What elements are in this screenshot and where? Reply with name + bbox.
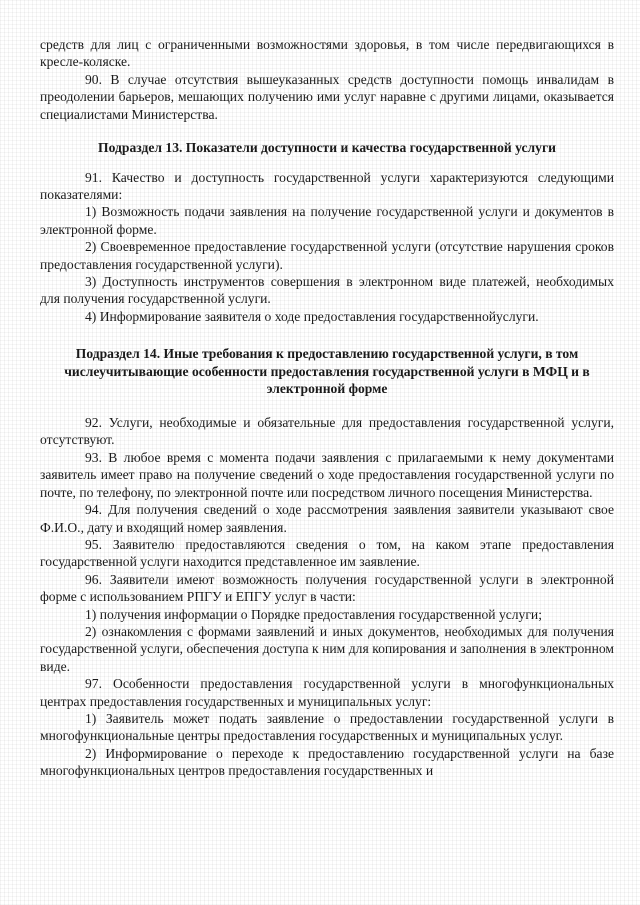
section-14-heading: Подраздел 14. Иные требования к предоставлению государственной услуги, в том числеучитывающие особенности предоставления государственной услуги в МФЦ и в электронной форме xyxy=(64,346,590,397)
list-item-97-1: 1) Заявитель может подать заявление о предоставлении государственной услуги в многофункциональные центры предоставления государственных и муниципальных услуг. xyxy=(40,710,614,744)
paragraph-continuation: средств для лиц с ограниченными возможностями здоровья, в том числе передвигающихся в кресле-коляске. xyxy=(40,37,614,70)
list-item-96-1: 1) получения информации о Порядке предоставления государственной услуги; xyxy=(85,606,542,622)
section-13-heading: Подраздел 13. Показатели доступности и качества государственной услуги xyxy=(98,140,556,156)
paragraph-92: 92. Услуги, необходимые и обязательные для предоставления государственной услуги, отсутствуют. xyxy=(40,415,614,448)
paragraph-95: 95. Заявителю предоставляются сведения о том, на каком этапе предоставления государственной услуги находится представленное им заявление. xyxy=(40,536,614,570)
list-item-91-2: 2) Своевременное предоставление государственной услуги (отсутствие нарушения сроков предоставления государственной услуги). xyxy=(40,239,614,272)
paragraph-94: 94. Для получения сведений о ходе рассмотрения заявления заявители указывают свое Ф.И.О., дату и входящий номер заявления. xyxy=(40,502,614,535)
paragraph-90: 90. В случае отсутствия вышеуказанных средств доступности помощь инвалидам в преодолении барьеров, мешающих получению ими услуг наравне с другими лицами, оказывается специалистами Министерства. xyxy=(40,71,614,122)
list-item-96-2: 2) ознакомления с формами заявлений и иных документов, необходимых для получения государственной услуги, обеспечения доступа к ним для копирования и заполнения в электронном виде. xyxy=(40,623,614,674)
paragraph-91: 91. Качество и доступность государственной услуги характеризуются следующими показателями: xyxy=(40,169,614,203)
list-item-91-1: 1) Возможность подачи заявления на получение государственной услуги и документов в электронной форме. xyxy=(40,204,614,237)
paragraph-93: 93. В любое время с момента подачи заявления с прилагаемыми к нему документами заявитель имеет право на получение сведений о ходе предоставления государственной услуги по почте, по телефону, по электронной почте или посредством личного посещения Министерства. xyxy=(40,449,614,500)
list-item-91-4: 4) Информирование заявителя о ходе предоставления государственнойуслуги. xyxy=(85,308,539,324)
paragraph-96: 96. Заявители имеют возможность получения государственной услуги в электронной форме с использованием РПГУ и ЕПГУ услуг в части: xyxy=(40,571,614,605)
list-item-97-2: 2) Информирование о переходе к предоставлению государственной услуги на базе многофункциональных центров предоставления государственных и xyxy=(40,745,614,779)
paragraph-97: 97. Особенности предоставления государственной услуги в многофункциональных центрах предоставления государственных и муниципальных услуг: xyxy=(40,676,614,709)
list-item-91-3: 3) Доступность инструментов совершения в электронном виде платежей, необходимых для получения государственной услуги. xyxy=(40,274,614,307)
